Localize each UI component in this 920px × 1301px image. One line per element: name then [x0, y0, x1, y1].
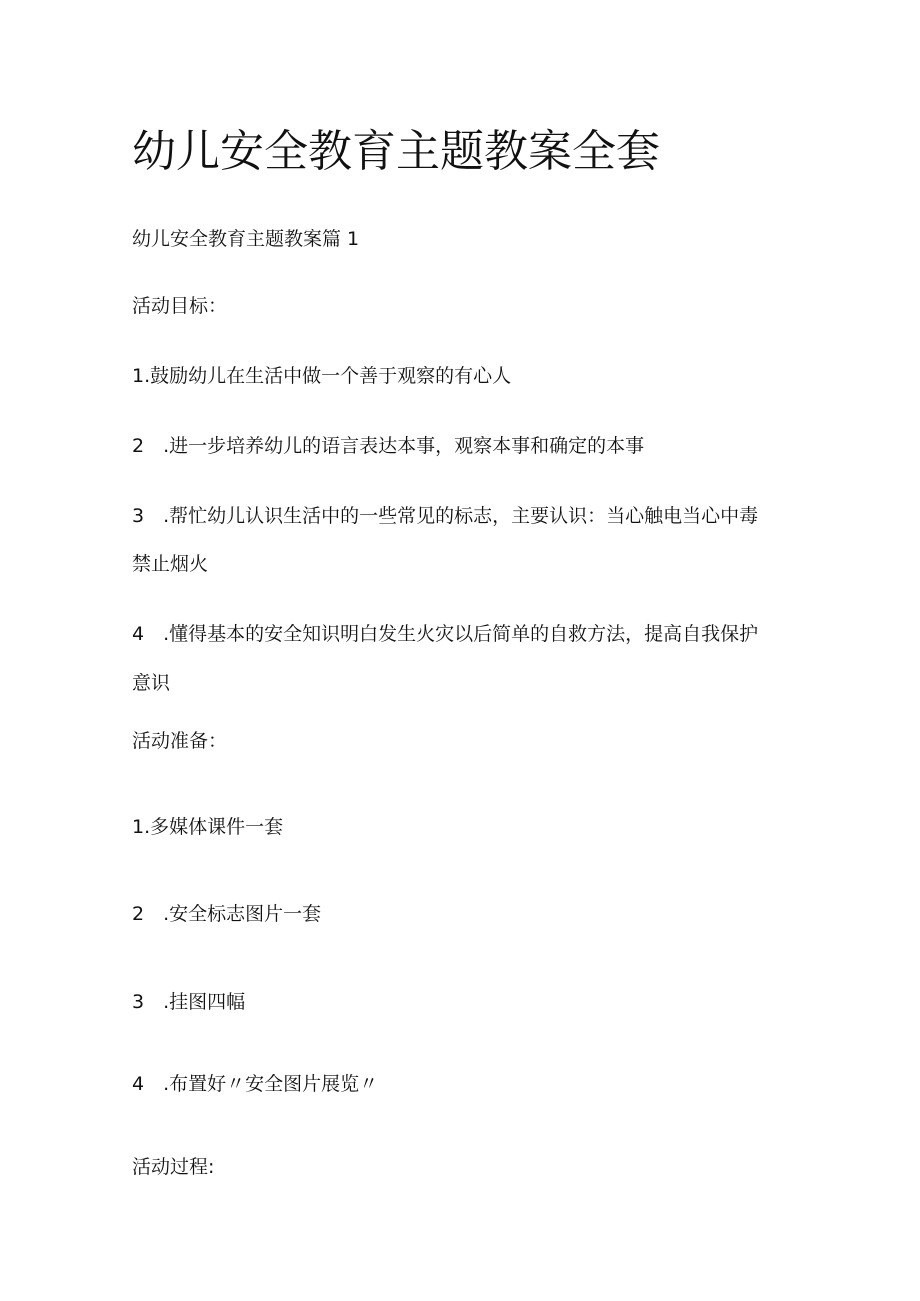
- process-heading: 活动过程:: [132, 1156, 215, 1178]
- document-subtitle: 幼儿安全教育主题教案篇 1: [132, 228, 360, 250]
- goal-item-1: 1.鼓励幼儿在生活中做一个善于观察的有心人: [132, 365, 512, 387]
- goal-item-4: 4 .懂得基本的安全知识明白发生火灾以后简单的自救方法，提高自我保护: [132, 623, 759, 645]
- document-title: 幼儿安全教育主题教案全套: [132, 126, 660, 177]
- goals-heading: 活动目标：: [132, 295, 228, 317]
- goal-item-3-continued: 禁止烟火: [132, 553, 209, 575]
- goal-item-2: 2 .进一步培养幼儿的语言表达本事，观察本事和确定的本事: [132, 435, 645, 457]
- goal-item-3: 3 .帮忙幼儿认识生活中的一些常见的标志，主要认识：当心触电当心中毒: [132, 505, 759, 527]
- prep-item-4: 4 .布置好〃安全图片展览〃: [132, 1073, 379, 1095]
- prep-item-3: 3 .挂图四幅: [132, 991, 246, 1013]
- prep-heading: 活动准备：: [132, 730, 228, 752]
- prep-item-1: 1.多媒体课件一套: [132, 816, 284, 838]
- goal-item-4-continued: 意识: [132, 672, 171, 694]
- prep-item-2: 2 .安全标志图片一套: [132, 903, 322, 925]
